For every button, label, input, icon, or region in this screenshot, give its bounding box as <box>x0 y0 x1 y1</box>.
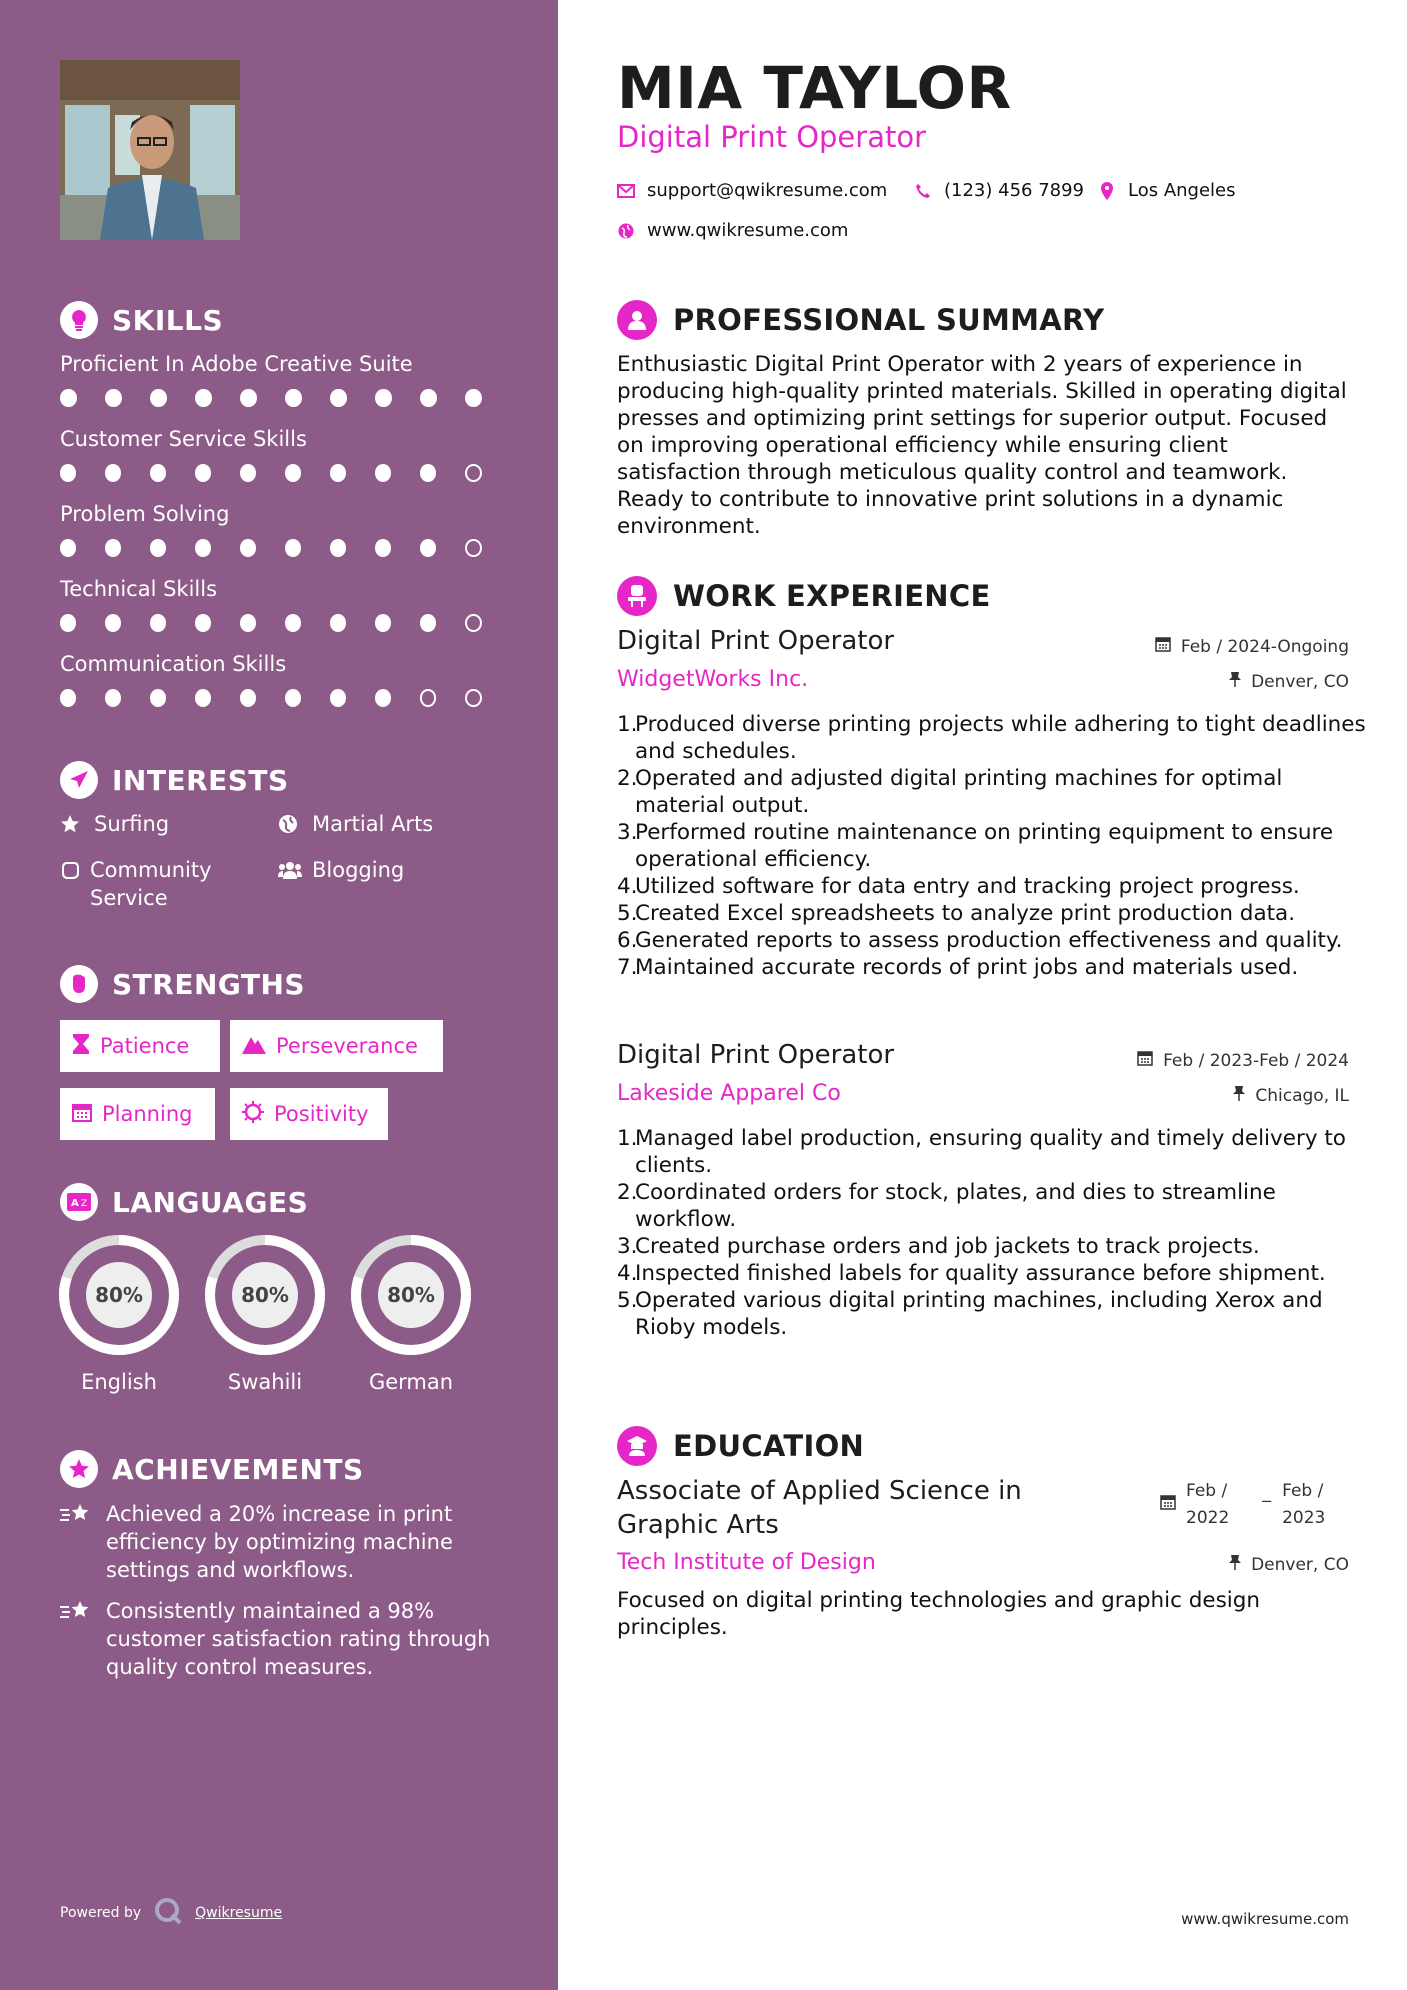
strength-badge <box>230 1020 443 1072</box>
skill-item <box>60 351 510 407</box>
end-month: Feb / <box>1282 1481 1324 1501</box>
rating-dot-filled <box>285 689 301 707</box>
powered-by-label: Powered by <box>60 1905 142 1921</box>
skills-heading <box>60 301 223 339</box>
skill-name: Problem Solving <box>60 502 230 526</box>
job-dates <box>1137 1050 1349 1071</box>
strength-badge <box>60 1020 220 1072</box>
education-dates <box>1160 1478 1325 1532</box>
bullet-item: 2. Coordinated orders for stock, plates, and dies to streamline workflow. <box>617 1180 1276 1232</box>
skill-rating <box>60 464 510 482</box>
education-heading <box>617 1426 864 1466</box>
language-ring <box>350 1234 472 1356</box>
bullet-text: Created purchase orders and job jackets to track projects. <box>635 1234 1260 1259</box>
strength-badge <box>60 1088 215 1140</box>
footer-website[interactable]: www.qwikresume.com <box>1181 1910 1349 1928</box>
job-title: Digital Print Operator <box>617 626 895 656</box>
svg-text:A: A <box>71 1198 79 1209</box>
skill-name: Technical Skills <box>60 577 218 601</box>
website-text: www.qwikresume.com <box>647 220 849 241</box>
skill-item <box>60 651 510 707</box>
pushpin-icon <box>1229 671 1241 692</box>
dates-text: Feb / 2023-Feb / 2024 <box>1163 1050 1349 1071</box>
rating-dot-filled <box>420 539 436 557</box>
star-icon <box>60 810 84 838</box>
rating-dot-filled <box>105 539 121 557</box>
pushpin-icon <box>1233 1085 1245 1106</box>
interest-label: Surfing <box>94 812 170 836</box>
rating-dot-filled <box>375 689 391 707</box>
skill-rating <box>60 539 510 557</box>
strengths-title: STRENGTHS <box>112 967 306 1001</box>
contact-email[interactable] <box>617 180 887 201</box>
language-icon <box>60 1183 98 1221</box>
achievement-text: Achieved a 20% increase in print efficiency by optimizing machine settings and workflows. <box>106 1502 453 1582</box>
pushpin-icon <box>1229 1554 1241 1575</box>
interest-item <box>60 856 250 912</box>
rating-dot-filled <box>105 689 121 707</box>
bullet-item: 5. Created Excel spreadsheets to analyze print production data. <box>617 901 1296 926</box>
achievement-text: Consistently maintained a 98% customer satisfaction rating through quality control measures. <box>106 1599 491 1679</box>
rating-dot-filled <box>60 614 76 632</box>
rating-dot-filled <box>150 689 166 707</box>
interests-heading <box>60 761 289 799</box>
bullet-text: Generated reports to assess production effectiveness and quality. <box>635 928 1343 953</box>
language-percent: 80% <box>95 1283 143 1307</box>
map-pin-icon <box>1098 182 1116 200</box>
education-description: Focused on digital printing technologies and graphic design principles. <box>617 1588 1261 1640</box>
rating-dot-filled <box>240 689 256 707</box>
mountain-icon <box>242 1034 266 1059</box>
rating-dot-empty <box>465 539 482 557</box>
language-item <box>58 1234 180 1394</box>
bullet-text: Inspected finished labels for quality assurance before shipment. <box>635 1261 1326 1286</box>
phone-text: (123) 456 7899 <box>944 180 1085 201</box>
language-item <box>204 1234 326 1394</box>
rating-dot-filled <box>150 539 166 557</box>
qwikresume-link[interactable]: Qwikresume <box>195 1905 283 1921</box>
calendar-icon <box>1137 1050 1153 1071</box>
language-name: Swahili <box>227 1370 303 1394</box>
education-title: EDUCATION <box>673 1429 865 1463</box>
profile-photo <box>60 60 240 240</box>
achievement-item <box>60 1597 500 1681</box>
paper-plane-icon <box>60 761 98 799</box>
rating-dot-filled <box>420 614 436 632</box>
strength-label: Patience <box>100 1034 190 1058</box>
rating-dot-filled <box>420 464 436 482</box>
calendar-icon <box>1155 636 1171 657</box>
bullet-item: 5. Operated various digital printing machines, including Xerox and Rioby models. <box>617 1288 1323 1340</box>
bullet-text: Operated various digital printing machines, including Xerox and Rioby models. <box>635 1288 1323 1340</box>
language-ring <box>204 1234 326 1356</box>
globe-icon <box>617 222 635 240</box>
job-location <box>1229 671 1349 692</box>
location-text: Los Angeles <box>1128 180 1236 201</box>
skill-name: Communication Skills <box>60 652 287 676</box>
location-text: Denver, CO <box>1251 1554 1349 1575</box>
phone-icon <box>914 182 932 200</box>
sun-icon <box>242 1101 264 1128</box>
skill-item <box>60 576 510 632</box>
languages-heading <box>60 1183 308 1221</box>
dates-text: Feb / 2024-Ongoing <box>1180 636 1349 657</box>
job-dates <box>1155 636 1349 657</box>
bullet-item: 1. Produced diverse printing projects while adhering to tight deadlines and schedules. <box>617 712 1366 764</box>
education-start <box>1186 1478 1229 1532</box>
summary-text: Enthusiastic Digital Print Operator with 2 years of experience in producing high-quality printed materials. Skilled in operating digital presses and optimizing print settings for superior output. Focused on improving operational efficiency while ensuring client satisfaction through meticulous quality control and teamwork. Ready to contribute to innovative print solutions in a dynamic environment. <box>617 352 1347 539</box>
powered-by <box>60 1896 282 1930</box>
school-name: Tech Institute of Design <box>617 1550 876 1575</box>
rating-dot-filled <box>105 614 121 632</box>
experience-heading <box>617 576 991 616</box>
languages-title: LANGUAGES <box>112 1185 309 1219</box>
chair-icon <box>617 576 657 616</box>
language-item <box>350 1234 472 1394</box>
star-badge-icon <box>60 1450 98 1488</box>
education-end <box>1282 1478 1325 1532</box>
skill-item <box>60 501 510 557</box>
rating-dot-filled <box>375 464 391 482</box>
strength-label: Perseverance <box>276 1034 418 1058</box>
rating-dot-filled <box>150 389 167 407</box>
interest-label: Blogging <box>312 858 405 882</box>
rating-dot-filled <box>330 539 346 557</box>
contact-location <box>1098 180 1236 201</box>
date-separator: ‒ <box>1261 1491 1273 1511</box>
language-ring <box>58 1234 180 1356</box>
achievements-title: ACHIEVEMENTS <box>112 1452 364 1486</box>
strength-label: Positivity <box>274 1102 369 1126</box>
language-name: English <box>81 1370 157 1394</box>
degree-title: Associate of Applied Science in Graphic Arts <box>617 1476 1022 1540</box>
rating-dot-filled <box>195 689 211 707</box>
email-text: support@qwikresume.com <box>647 180 888 201</box>
interest-item <box>278 856 404 884</box>
bullet-text: Produced diverse printing projects while adhering to tight deadlines and schedules. <box>635 712 1366 764</box>
bullet-item: 4. Inspected finished labels for quality assurance before shipment. <box>617 1261 1326 1286</box>
bullet-item: 7. Maintained accurate records of print jobs and materials used. <box>617 955 1299 980</box>
rating-dot-filled <box>195 539 211 557</box>
rating-dot-empty <box>420 689 437 707</box>
end-year: 2023 <box>1282 1508 1326 1528</box>
skill-rating <box>60 689 510 707</box>
location-text: Denver, CO <box>1251 671 1349 692</box>
rating-dot-filled <box>420 389 437 407</box>
interest-item <box>60 810 169 838</box>
rating-dot-filled <box>60 389 77 407</box>
contact-phone[interactable] <box>914 180 1084 201</box>
skill-name: Customer Service Skills <box>60 427 307 451</box>
rating-dot-filled <box>285 389 302 407</box>
bullet-item: 3. Created purchase orders and job jackets to track projects. <box>617 1234 1260 1259</box>
calendar-icon <box>1160 1478 1176 1532</box>
bullet-item: 3. Performed routine maintenance on printing equipment to ensure operational efficiency. <box>617 820 1334 872</box>
rating-dot-filled <box>330 614 346 632</box>
language-name: German <box>368 1370 454 1394</box>
rating-dot-filled <box>465 389 482 407</box>
start-year: 2022 <box>1186 1508 1230 1528</box>
location-text: Chicago, IL <box>1255 1085 1349 1106</box>
globe-icon <box>278 810 302 838</box>
rating-dot-filled <box>240 389 257 407</box>
rating-dot-filled <box>330 689 346 707</box>
candidate-role: Digital Print Operator <box>617 120 927 154</box>
calendar-icon <box>72 1102 92 1127</box>
achievement-item <box>60 1500 500 1584</box>
users-icon <box>278 856 302 884</box>
job-title: Digital Print Operator <box>617 1040 895 1070</box>
rating-dot-filled <box>60 464 76 482</box>
rating-dot-filled <box>375 614 391 632</box>
interest-label: Martial Arts <box>312 812 434 836</box>
company-name: WidgetWorks Inc. <box>617 667 809 692</box>
company-name: Lakeside Apparel Co <box>617 1081 841 1106</box>
summary-title: PROFESSIONAL SUMMARY <box>673 303 1105 337</box>
rating-dot-filled <box>375 389 392 407</box>
user-icon <box>617 300 657 340</box>
rating-dot-empty <box>465 464 482 482</box>
shooting-star-icon <box>60 1597 92 1681</box>
summary-heading <box>617 300 1104 340</box>
rating-dot-filled <box>60 689 76 707</box>
rating-dot-filled <box>240 464 256 482</box>
rating-dot-filled <box>330 464 346 482</box>
job-bullets <box>617 1125 1375 1341</box>
rating-dot-filled <box>240 539 256 557</box>
lightbulb-icon <box>60 301 98 339</box>
rating-dot-filled <box>150 614 166 632</box>
sidebar <box>0 0 558 1990</box>
strengths-heading <box>60 965 305 1003</box>
bullet-text: Managed label production, ensuring quality and timely delivery to clients. <box>635 1126 1346 1178</box>
skill-rating <box>60 614 510 632</box>
start-month: Feb / <box>1186 1481 1228 1501</box>
experience-title: WORK EXPERIENCE <box>673 579 991 613</box>
contact-website[interactable] <box>617 220 848 241</box>
interests-title: INTERESTS <box>112 763 289 797</box>
rating-dot-filled <box>195 614 211 632</box>
bullet-text: Performed routine maintenance on printing equipment to ensure operational efficiency. <box>635 820 1334 872</box>
job-bullets <box>617 711 1375 981</box>
interest-item <box>278 810 433 838</box>
skill-rating <box>60 389 510 407</box>
bullet-text: Operated and adjusted digital printing machines for optimal material output. <box>635 766 1283 818</box>
bullet-text: Maintained accurate records of print jobs and materials used. <box>635 955 1299 980</box>
rating-dot-filled <box>150 464 166 482</box>
candidate-name: MIA TAYLOR <box>617 54 1012 122</box>
qwikresume-logo-icon <box>153 1896 183 1930</box>
envelope-icon <box>617 182 635 200</box>
rating-dot-filled <box>285 614 301 632</box>
bullet-item: 1. Managed label production, ensuring quality and timely delivery to clients. <box>617 1126 1346 1178</box>
education-location <box>1229 1554 1349 1575</box>
rating-dot-filled <box>60 539 76 557</box>
shooting-star-icon <box>60 1500 92 1584</box>
bullet-item: 4. Utilized software for data entry and tracking project progress. <box>617 874 1300 899</box>
rating-dot-filled <box>375 539 391 557</box>
bullet-item: 6. Generated reports to assess production effectiveness and quality. <box>617 928 1343 953</box>
skills-title: SKILLS <box>112 303 224 337</box>
interest-label: Community Service <box>90 858 212 910</box>
bullet-text: Coordinated orders for stock, plates, and dies to streamline workflow. <box>635 1180 1276 1232</box>
fist-icon <box>60 965 98 1003</box>
rating-dot-filled <box>285 539 301 557</box>
job-location <box>1233 1085 1349 1106</box>
skill-name: Proficient In Adobe Creative Suite <box>60 352 413 376</box>
hourglass-icon <box>72 1033 90 1060</box>
svg-text:Z: Z <box>81 1199 88 1209</box>
rating-dot-filled <box>240 614 256 632</box>
hand-heart-icon <box>60 856 80 884</box>
strength-badge <box>230 1088 388 1140</box>
graduate-icon <box>617 1426 657 1466</box>
language-percent: 80% <box>387 1283 435 1307</box>
rating-dot-filled <box>285 464 301 482</box>
strength-label: Planning <box>102 1102 193 1126</box>
language-percent: 80% <box>241 1283 289 1307</box>
rating-dot-filled <box>105 389 122 407</box>
achievements-heading <box>60 1450 364 1488</box>
bullet-item: 2. Operated and adjusted digital printing machines for optimal material output. <box>617 766 1283 818</box>
rating-dot-empty <box>465 689 482 707</box>
bullet-text: Created Excel spreadsheets to analyze print production data. <box>635 901 1296 926</box>
rating-dot-filled <box>330 389 347 407</box>
rating-dot-filled <box>105 464 121 482</box>
rating-dot-filled <box>195 389 212 407</box>
bullet-text: Utilized software for data entry and tracking project progress. <box>635 874 1300 899</box>
rating-dot-empty <box>465 614 482 632</box>
skill-item <box>60 426 510 482</box>
rating-dot-filled <box>195 464 211 482</box>
